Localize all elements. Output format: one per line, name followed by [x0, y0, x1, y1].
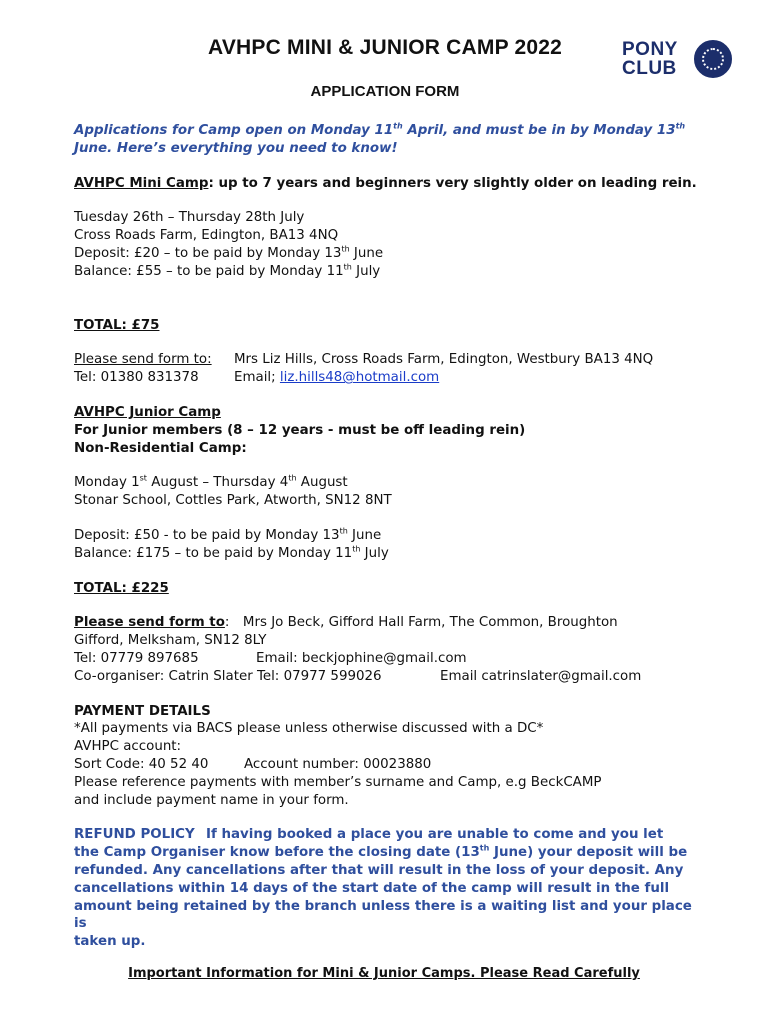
mini-email-link[interactable]: liz.hills48@hotmail.com	[279, 370, 440, 386]
refund-line-3: refunded. Any cancellations after that will result in the loss of your deposit. Any	[74, 862, 684, 878]
junior-deposit: Deposit: £50 - to be paid by Monday 13th June	[74, 526, 382, 543]
refund-line-2: the Camp Organiser know before the closing date (13th June) your deposit will be	[74, 843, 688, 861]
form-subtitle: APPLICATION FORM	[310, 83, 460, 100]
mini-total: TOTAL: £75	[74, 317, 160, 333]
intro-line-1: Applications for Camp open on Monday 11th April, and must be in by Monday 13th	[74, 121, 686, 138]
payment-line-1: *All payments via BACS please unless otherwise discussed with a DC*	[74, 721, 544, 737]
mini-venue: Cross Roads Farm, Edington, BA13 4NQ	[74, 228, 339, 244]
pony-club-logo	[622, 40, 732, 80]
mini-dates: Tuesday 26th – Thursday 28th July	[74, 210, 305, 226]
pony-club-seal-icon	[694, 40, 732, 78]
payment-heading: PAYMENT DETAILS	[74, 703, 211, 719]
refund-line-1: REFUND POLICY If having booked a place you are unable to come and you let	[74, 827, 664, 843]
mini-camp-heading: AVHPC Mini Camp: up to 7 years and beginners very slightly older on leading rein.	[74, 175, 697, 191]
important-info-heading: Important Information for Mini & Junior Camps. Please Read Carefully	[128, 966, 640, 981]
payment-line-4: Please reference payments with member’s surname and Camp, e.g BeckCAMP	[74, 774, 602, 790]
junior-members: For Junior members (8 – 12 years - must be off leading rein)	[74, 422, 526, 438]
junior-send-to: Please send form to: Mrs Jo Beck, Gifford Hall Farm, The Common, Broughton	[74, 615, 618, 631]
page-title: AVHPC MINI & JUNIOR CAMP 2022	[208, 36, 562, 59]
mini-deposit: Deposit: £20 – to be paid by Monday 13th June	[74, 244, 384, 261]
payment-line-5: and include payment name in your form.	[74, 792, 349, 808]
document-body	[74, 122, 704, 951]
payment-sort-account: Sort Code: 40 52 40 Account number: 00023880	[74, 756, 432, 772]
junior-venue: Stonar School, Cottles Park, Atworth, SN12 8NT	[74, 493, 392, 509]
refund-line-6: taken up.	[74, 934, 146, 950]
intro-line-2: June. Here’s everything you need to know!	[74, 140, 398, 156]
junior-contact: Tel: 07779 897685 Email: beckjophine@gmail.com	[74, 650, 467, 666]
junior-camp-heading: AVHPC Junior Camp	[74, 404, 221, 420]
logo-text-top: PONY	[622, 39, 678, 60]
mini-contact: Tel: 01380 831378 Email; liz.hills48@hotmail.com	[74, 370, 440, 386]
junior-send-address-2: Gifford, Melksham, SN12 8LY	[74, 633, 267, 649]
junior-total: TOTAL: £225	[74, 580, 169, 596]
junior-dates: Monday 1st August – Thursday 4th August	[74, 473, 348, 491]
junior-balance: Balance: £175 – to be paid by Monday 11th July	[74, 544, 389, 561]
payment-line-2: AVHPC account:	[74, 739, 182, 755]
refund-line-5: amount being retained by the branch unless there is a waiting list and your place is	[74, 898, 692, 932]
refund-line-4: cancellations within 14 days of the start date of the camp will result in the full	[74, 880, 670, 896]
junior-nonresidential: Non-Residential Camp:	[74, 440, 247, 456]
mini-send-to: Please send form to: Mrs Liz Hills, Cross Roads Farm, Edington, Westbury BA13 4NQ	[74, 352, 654, 368]
junior-coorganiser: Co-organiser: Catrin Slater Tel: 07977 599026 Email catrinslater@gmail.com	[74, 668, 642, 684]
logo-text-bottom: CLUB	[622, 58, 677, 79]
mini-balance: Balance: £55 – to be paid by Monday 11th July	[74, 262, 381, 279]
